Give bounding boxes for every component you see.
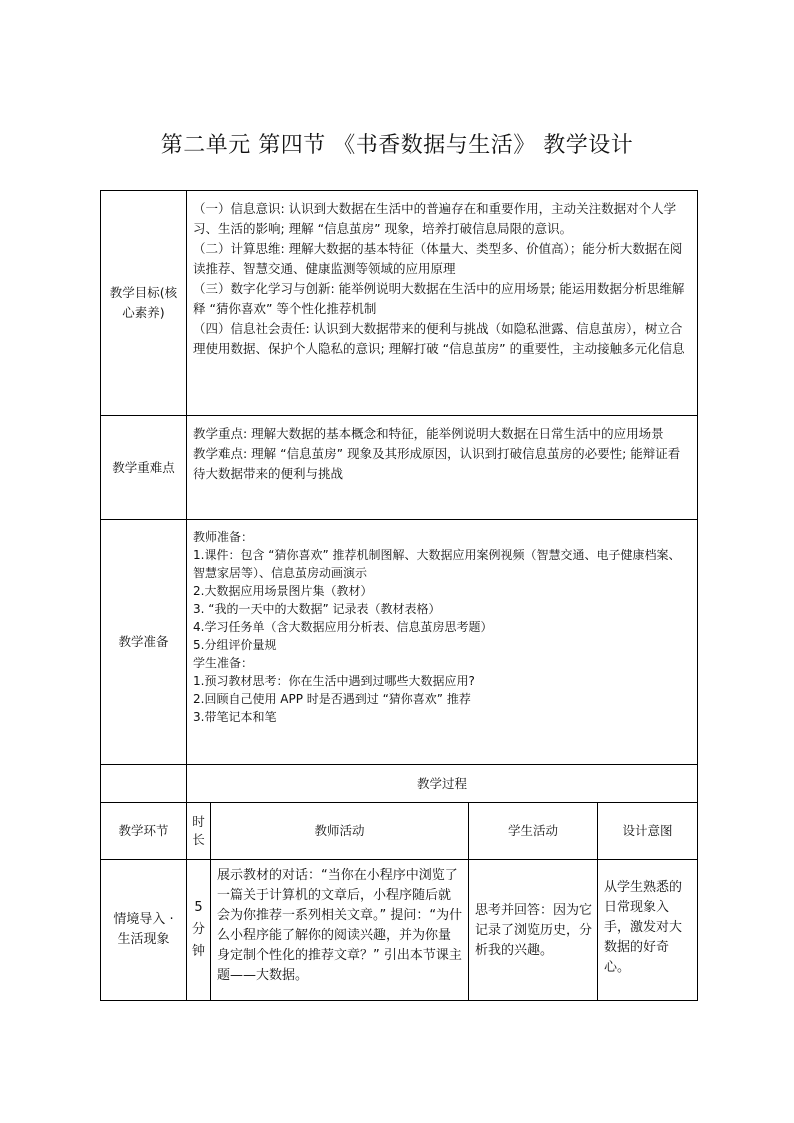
- process-heading-row: [101, 765, 698, 803]
- prep-item: 5.分组评价量规: [193, 638, 277, 652]
- row-time-text: 5分钟: [191, 900, 205, 959]
- col-header-stage: 教学环节: [101, 803, 187, 860]
- col-header-intent: 设计意图: [598, 803, 698, 860]
- process-row: [101, 860, 698, 1001]
- prep-item: 3. “我的一天中的大数据” 记录表（教材表格）: [193, 602, 441, 616]
- key-point-item: 教学重点: 理解大数据的基本概念和特征，能举例说明大数据在日常生活中的应用场景: [193, 426, 664, 441]
- process-header-row: [101, 803, 698, 860]
- key-point-item: 教学难点: 理解 “信息茧房” 现象及其形成原因，认识到打破信息茧房的必要性; 能辩证看待大数据带来的便利与挑战: [193, 446, 681, 481]
- lesson-plan-table: [100, 190, 698, 1001]
- goal-item: （二）计算思维: 理解大数据的基本特征（体量大、类型多、价值高）；能分析大数据在阅读推荐、智慧交通、健康监测等领域的应用原理: [193, 241, 683, 276]
- row-teacher: [211, 860, 469, 1001]
- row-time: [187, 860, 211, 1001]
- key-points-content: [187, 416, 698, 520]
- prep-item: 2.回顾自己使用 APP 时是否遇到过 “猜你喜欢” 推荐: [193, 692, 471, 706]
- key-points-label: 教学重难点: [101, 416, 187, 520]
- preparation-row: [101, 520, 698, 765]
- col-header-teacher: 教师活动: [211, 803, 469, 860]
- key-points-row: [101, 416, 698, 520]
- goals-label: 教学目标(核心素养): [101, 191, 187, 416]
- process-heading-blank: [101, 765, 187, 803]
- prep-item: 教师准备：: [193, 530, 254, 544]
- prep-item: 1.课件：包含 “猜你喜欢” 推荐机制图解、大数据应用案例视频（智慧交通、电子健康档案、智慧家居等）、信息茧房动画演示: [193, 548, 681, 580]
- row-teacher-text: 展示教材的对话：“当你在小程序中浏览了一篇关于计算机的文章后，小程序随后就会为你推荐一系列相关文章。” 提问：“为什么小程序能了解你的阅读兴趣，并为你量身定制个性化的推荐文章？” 引出本节课主题——大数据。: [217, 868, 463, 983]
- preparation-label: 教学准备: [101, 520, 187, 765]
- goal-item: （三）数字化学习与创新: 能举例说明大数据在生活中的应用场景; 能运用数据分析思维解释 “猜你喜欢” 等个性化推荐机制: [193, 281, 685, 316]
- col-header-student: 学生活动: [469, 803, 598, 860]
- goal-item: （一）信息意识: 认识到大数据在生活中的普遍存在和重要作用，主动关注数据对个人学习、生活的影响; 理解 “信息茧房” 现象，培养打破信息局限的意识。: [193, 201, 677, 236]
- goals-row: [101, 191, 698, 416]
- preparation-content: [187, 520, 698, 765]
- row-intent: [598, 860, 698, 1001]
- prep-item: 3.带笔记本和笔: [193, 710, 277, 724]
- prep-item: 2.大数据应用场景图片集（教材）: [193, 584, 373, 598]
- row-stage: [101, 860, 187, 1001]
- col-header-time-text: 时长: [192, 814, 205, 847]
- row-student-text: 思考并回答：因为它记录了浏览历史，分析我的兴趣。: [475, 903, 593, 958]
- prep-item: 4.学习任务单（含大数据应用分析表、信息茧房思考题）: [193, 620, 493, 634]
- goals-content: [187, 191, 698, 416]
- goal-item: （四）信息社会责任: 认识到大数据带来的便利与挑战（如隐私泄露、信息茧房），树立合理使用数据、保护个人隐私的意识; 理解打破 “信息茧房” 的重要性，主动接触多元化信息: [193, 321, 685, 356]
- row-intent-text: 从学生熟悉的日常现象入手，激发对大数据的好奇心。: [604, 880, 683, 975]
- row-stage-text: 情境导入 · 生活现象: [113, 912, 174, 947]
- row-student: [469, 860, 598, 1001]
- process-heading: 教学过程: [187, 765, 698, 803]
- prep-item: 1.预习教材思考：你在生活中遇到过哪些大数据应用?: [193, 674, 475, 688]
- page-title: 第二单元 第四节 《书香数据与生活》 教学设计: [160, 133, 634, 158]
- prep-item: 学生准备：: [193, 656, 254, 670]
- col-header-time: [187, 803, 211, 860]
